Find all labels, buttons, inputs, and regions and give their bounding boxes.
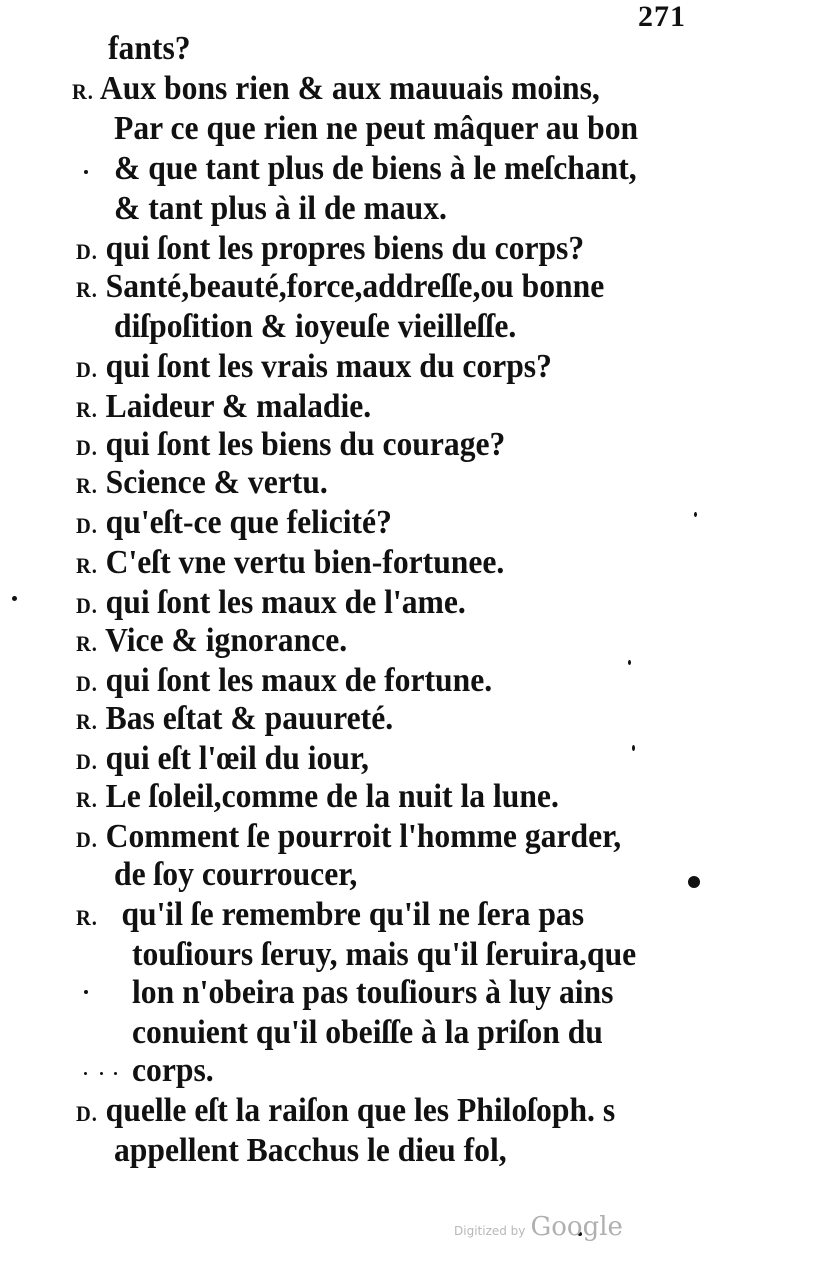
ink-speck [84,170,88,174]
line-text: quelle eſt la raiſon que les Philoſoph. s [105,1092,616,1129]
line-text: Santé,beauté,force,addreſſe,ou bonne [105,268,605,305]
text-line [76,350,552,384]
speaker-mark: R. [76,905,98,930]
line-text: Laideur & maladie. [105,388,372,425]
ink-speck [688,876,700,888]
text-line [76,232,584,266]
text-line [72,72,600,106]
text-line [76,742,369,776]
text-line [108,32,191,66]
line-text: Bas eſtat & pauureté. [105,700,394,737]
speaker-mark: R. [76,553,98,578]
speaker-mark: R. [72,79,94,104]
line-text: qu'il ſe remembre qu'il ne ſera pas [121,896,585,933]
speaker-mark: D. [76,749,98,774]
text-line [76,546,504,580]
digitized-by-watermark [454,1212,623,1242]
line-text: Aux bons rien & aux mauuais moins, [99,70,600,107]
text-line [76,664,492,698]
line-text: & que tant plus de biens à le meſchant, [114,150,637,187]
ink-speck [628,660,631,665]
ink-speck [114,1072,117,1075]
line-text: qui ſont les maux de l'ame. [105,584,466,621]
line-text: appellent Bacchus le dieu fol, [114,1132,507,1169]
line-text: qui ſont les biens du courage? [105,426,506,463]
speaker-mark: R. [76,397,98,422]
text-line [76,780,559,814]
text-line [76,702,393,736]
speaker-mark: D. [76,357,98,382]
ink-speck [694,512,697,517]
line-text: C'eſt vne vertu bien-fortunee. [105,544,505,581]
ink-speck [84,990,88,994]
text-line [132,938,636,972]
speaker-mark: D. [76,1101,98,1126]
text-line [76,390,371,424]
speaker-mark: D. [76,593,98,618]
text-line [132,976,613,1010]
ink-speck [12,596,17,601]
text-line [114,858,357,892]
ink-speck [632,745,635,751]
ink-speck [100,1072,103,1075]
line-text: fants? [108,30,191,67]
line-text: & tant plus à il de maux. [114,190,447,227]
line-text: diſpoſition & ioyeuſe vieilleſſe. [114,308,517,345]
text-line [76,586,466,620]
text-line [114,152,637,186]
line-text: qui eſt l'œil du iour, [105,740,369,777]
line-text: qu'eſt-ce que felicité? [105,504,392,541]
text-line [76,820,621,854]
line-text: Comment ſe pourroit l'homme garder, [105,818,622,855]
speaker-mark: D. [76,827,98,852]
text-line [132,1016,603,1050]
speaker-mark: D. [76,671,98,696]
line-text: de ſoy courroucer, [114,856,358,893]
speaker-mark: D. [76,239,98,264]
speaker-mark: D. [76,435,98,460]
speaker-mark: D. [76,513,98,538]
text-line [114,1134,507,1168]
line-text: touſiours ſeruy, mais qu'il ſeruira,que [132,936,637,973]
text-line [76,1094,615,1128]
text-line [76,466,328,500]
speaker-mark: R. [76,473,98,498]
text-line [114,310,516,344]
line-text: Par ce que rien ne peut mâquer au bon [114,110,639,147]
line-text: Le ſoleil,comme de la nuit la lune. [105,778,559,815]
speaker-mark: R. [76,631,98,656]
speaker-mark: R. [76,787,98,812]
text-line [76,506,392,540]
text-line [132,1054,214,1088]
text-line [76,428,505,462]
page-number: 271 [638,0,686,33]
text-line [76,270,604,304]
line-text: Science & vertu. [105,464,328,501]
speaker-mark: R. [76,277,98,302]
google-logo: Google [530,1212,623,1242]
line-text: qui ſont les vrais maux du corps? [105,348,552,385]
text-line [114,192,447,226]
line-text: conuient qu'il obeiſſe à la priſon du [132,1014,603,1051]
text-line [76,624,347,658]
digitized-label: Digitized by [454,1224,526,1238]
line-text: lon n'obeira pas touſiours à luy ains [132,974,614,1011]
ink-speck [84,1072,87,1075]
line-text: Vice & ignorance. [105,622,348,659]
line-text: qui ſont les maux de fortune. [105,662,493,699]
line-text: corps. [132,1052,214,1089]
text-line [114,112,638,146]
line-text: qui ſont les propres biens du corps? [105,230,585,267]
speaker-mark: R. [76,709,98,734]
text-line [76,898,584,932]
